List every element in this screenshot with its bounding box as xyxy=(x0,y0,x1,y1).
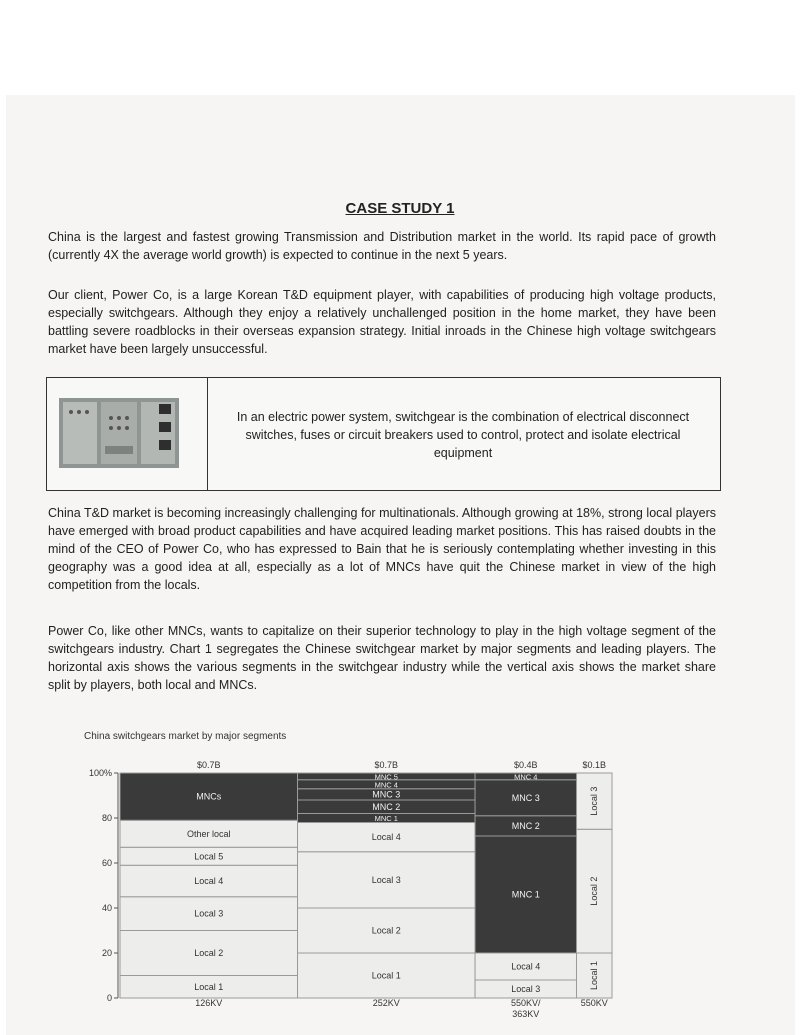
segment-label: Local 1 xyxy=(589,960,600,991)
segment-label: Local 5 xyxy=(194,851,224,862)
segment-label: Local 4 xyxy=(371,832,401,843)
y-tick-label: 20 xyxy=(101,948,112,958)
paragraph-intro: China is the largest and fastest growing Transmission and Distribution market in the world. Its rapid pace of growth (currently 4X the average world growth) is expected to continue in the next 5 years. xyxy=(48,230,716,262)
x-category-label: 252KV xyxy=(372,998,400,1008)
segment-label: MNC 4 xyxy=(514,772,538,782)
market-size-label: $0.7B xyxy=(374,760,399,770)
market-size-label: $0.7B xyxy=(196,760,221,770)
y-tick-label: 40 xyxy=(101,903,112,913)
segment-label: Local 3 xyxy=(371,874,401,885)
page-title: CASE STUDY 1 xyxy=(345,200,455,217)
y-tick-label: 80 xyxy=(101,813,112,823)
segment-label: MNC 2 xyxy=(372,801,401,812)
segment-label: MNC 1 xyxy=(374,814,398,823)
market-size-label: $0.1B xyxy=(582,760,607,770)
segment-label: Local 3 xyxy=(194,908,224,919)
segment-label: Local 3 xyxy=(511,984,541,994)
segment-label: MNCs xyxy=(196,791,222,802)
segment-label: MNC 2 xyxy=(511,820,540,831)
x-category-label: 550KV/ xyxy=(511,998,541,1008)
segment-label: Local 2 xyxy=(589,876,600,906)
chart-title: China switchgears market by major segments xyxy=(84,731,287,742)
x-category-label: 126KV xyxy=(195,998,223,1008)
y-tick-label: 60 xyxy=(101,858,112,868)
segment-label: Local 4 xyxy=(194,876,224,886)
segment-label: MNC 1 xyxy=(511,889,540,900)
paragraph-client: Our client, Power Co, is a large Korean T&D equipment player, with capabilities of producing high voltage products, especially switchgears. Although they enjoy a relatively unchallenged position in the home market, they have been battling severe roadblocks in their overseas expansion strategy. Initial inroads in the Chinese high voltage switchgears market have been largely unsuccessful. xyxy=(48,288,716,356)
segment-label: MNC 5 xyxy=(374,772,398,782)
x-category-label: 550KV xyxy=(580,998,608,1008)
segment-label: Local 2 xyxy=(371,925,401,936)
segment-label: MNC 4 xyxy=(374,780,398,790)
switchgear-definition: In an electric power system, switchgear is the combination of electrical disconnect switches, fuses or circuit breakers used to control, protect and isolate electrical equipment xyxy=(236,410,690,460)
segment-label: Local 3 xyxy=(589,786,600,816)
paragraph-chart-intro: Power Co, like other MNCs, wants to capitalize on their superior technology to play in the high voltage segment of the switchgears industry. Chart 1 segregates the Chinese switchgear market by major segments and leading players. The horizontal axis shows the various segments in the switchgear industry while the vertical axis shows the market share split by players, both local and MNCs. xyxy=(48,624,716,692)
segment-label: Local 2 xyxy=(194,948,224,958)
segment-label: Other local xyxy=(186,828,231,839)
segment-label: Local 1 xyxy=(194,981,224,992)
segment-label: MNC 3 xyxy=(511,792,540,803)
y-tick-label: 0 xyxy=(106,993,112,1003)
y-tick-label: 100% xyxy=(88,768,112,778)
market-size-label: $0.4B xyxy=(514,760,538,770)
x-category-label: 363KV xyxy=(512,1009,540,1019)
segment-label: Local 1 xyxy=(371,970,401,981)
segment-label: Local 4 xyxy=(511,961,541,972)
segment-label: MNC 3 xyxy=(372,789,401,800)
paragraph-market: China T&D market is becoming increasingly challenging for multinationals. Although growing at 18%, strong local players have emerged with broad product capabilities and have acquired leading market positions. This has raised doubts in the mind of the CEO of Power Co, who has expressed to Bain that he is seriously contemplating whether investing in this geography was a good idea at all, especially as a lot of MNCs have quit the Chinese market in view of the high competition from the locals. xyxy=(48,506,716,592)
